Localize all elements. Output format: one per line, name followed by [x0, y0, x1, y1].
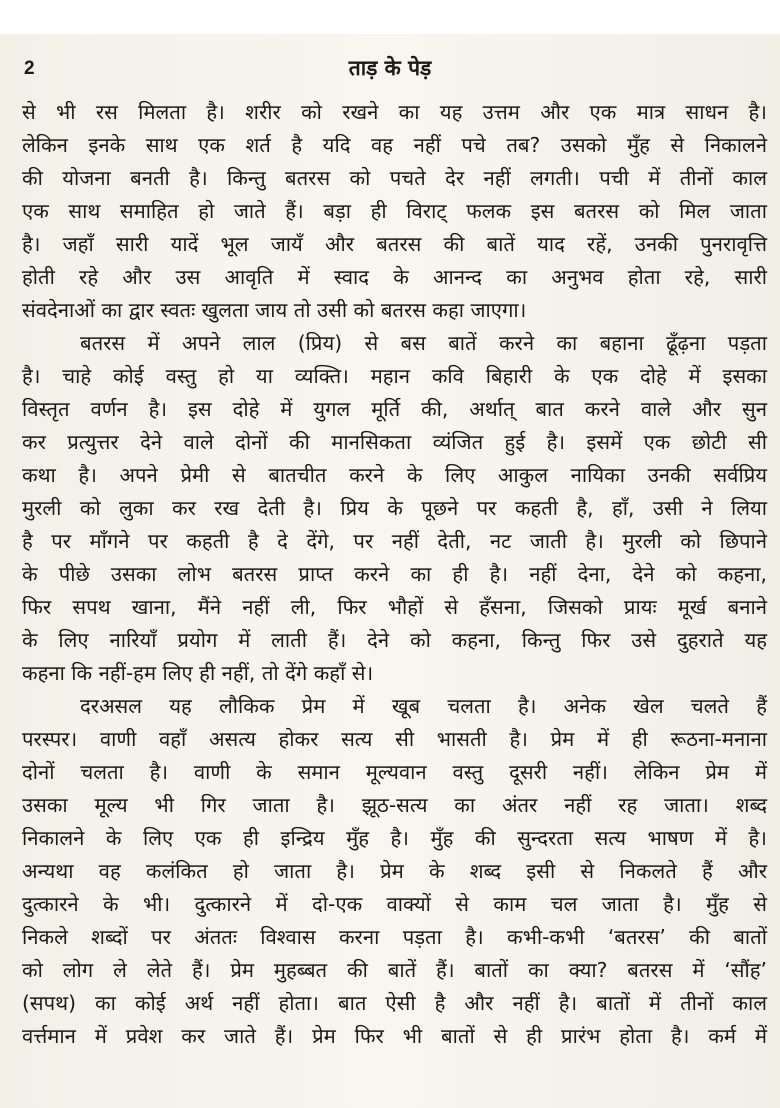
- text-line: के लिए नारियाँ प्रयोग में लाती हैं। देने को कहना, किन्तु फिर उसे दुहराते यह: [22, 628, 767, 652]
- text-line: एक साथ समाहित हो जाते हैं। बड़ा ही विराट् फलक इस बतरस को मिल जाता: [22, 199, 767, 223]
- text-line: वर्त्तमान में प्रवेश कर जाते हैं। प्रेम फिर भी बातों से ही प्रारंभ होता है। कर्म में: [22, 1024, 767, 1048]
- text-line: है। चाहे कोई वस्तु हो या व्यक्ति। महान कवि बिहारी के एक दोहे में इसका: [22, 364, 767, 388]
- text-line: परस्पर। वाणी वहाँ असत्य होकर सत्य सी भासती है। प्रेम में ही रूठना-मनाना: [22, 727, 767, 751]
- text-line: से भी रस मिलता है। शरीर को रखने का यह उत्तम और एक मात्र साधन है।: [22, 100, 767, 124]
- text-line: होती रहे और उस आवृति में स्वाद के आनन्द का अनुभव होता रहे, सारी: [22, 265, 767, 289]
- text-line: बतरस में अपने लाल (प्रिय) से बस बातें करने का बहाना ढूँढ़ना पड़ता: [80, 331, 767, 355]
- text-line: फिर सपथ खाना, मैंने नहीं ली, फिर भौहों से हँसना, जिसको प्रायः मूर्ख बनाने: [22, 595, 767, 619]
- running-title: ताड़ के पेड़: [348, 56, 432, 80]
- text-line: मुरली को लुका कर रख देती है। प्रिय के पूछने पर कहती है, हाँ, उसी ने लिया: [22, 496, 767, 520]
- text-line: विस्तृत वर्णन है। इस दोहे में युगल मूर्ति की, अर्थात् बात करने वाले और सुन: [22, 397, 767, 421]
- page-header: [0, 54, 780, 88]
- text-line: है पर माँगने पर कहती है दे देंगे, पर नहीं देती, नट जाती है। मुरली को छिपाने: [22, 529, 767, 553]
- text-line: (सपथ) का कोई अर्थ नहीं होता। बात ऐसी है और नहीं है। बातों में तीनों काल: [22, 991, 767, 1015]
- text-line: है। जहाँ सारी यादें भूल जायँ और बतरस की बातें याद रहें, उनकी पुनरावृत्ति: [22, 232, 767, 256]
- text-line: कहना कि नहीं-हम लिए ही नहीं, तो देंगे कहाँ से।: [22, 661, 374, 685]
- text-line: संवदेनाओं का द्वार स्वतः खुलता जाय तो उसी को बतरस कहा जाएगा।: [22, 298, 527, 322]
- text-line: कर प्रत्युत्तर देने वाले दोनों की मानसिकता व्यंजित हुई है। इसमें एक छोटी सी: [22, 430, 767, 454]
- text-line: की योजना बनती है। किन्तु बतरस को पचते देर नहीं लगती। पची में तीनों काल: [22, 166, 767, 190]
- text-line: के पीछे उसका लोभ बतरस प्राप्त करने का ही है। नहीं देना, देने को कहना,: [22, 562, 767, 586]
- body-text: [22, 96, 767, 1053]
- text-line: दरअसल यह लौकिक प्रेम में खूब चलता है। अनेक खेल चलते हैं: [80, 694, 767, 718]
- text-line: दुत्कारने के भी। दुत्कारने में दो-एक वाक्यों से काम चल जाता है। मुँह से: [22, 892, 767, 916]
- text-line: निकालने के लिए एक ही इन्द्रिय मुँह है। मुँह की सुन्दरता सत्य भाषण में है।: [22, 826, 767, 850]
- text-line: को लोग ले लेते हैं। प्रेम मुहब्बत की बातें हैं। बातों का क्या? बतरस में ‘सौंह’: [22, 958, 767, 982]
- text-line: दोनों चलता है। वाणी के समान मूल्यवान वस्तु दूसरी नहीं। लेकिन प्रेम में: [22, 760, 767, 784]
- text-line: कथा है। अपने प्रेमी से बातचीत करने के लिए आकुल नायिका उनकी सर्वप्रिय: [22, 463, 767, 487]
- text-line: लेकिन इनके साथ एक शर्त है यदि वह नहीं पचे तब? उसको मुँह से निकालने: [22, 133, 767, 157]
- text-line: उसका मूल्य भी गिर जाता है। झूठ-सत्य का अंतर नहीं रह जाता। शब्द: [22, 793, 767, 817]
- page-number: 2: [24, 58, 35, 79]
- text-line: अन्यथा वह कलंकित हो जाता है। प्रेम के शब्द इसी से निकलते हैं और: [22, 859, 767, 883]
- scan-top-margin: [0, 0, 780, 34]
- text-line: निकले शब्दों पर अंततः विश्वास करना पड़ता है। कभी-कभी ‘बतरस’ की बातों: [22, 925, 767, 949]
